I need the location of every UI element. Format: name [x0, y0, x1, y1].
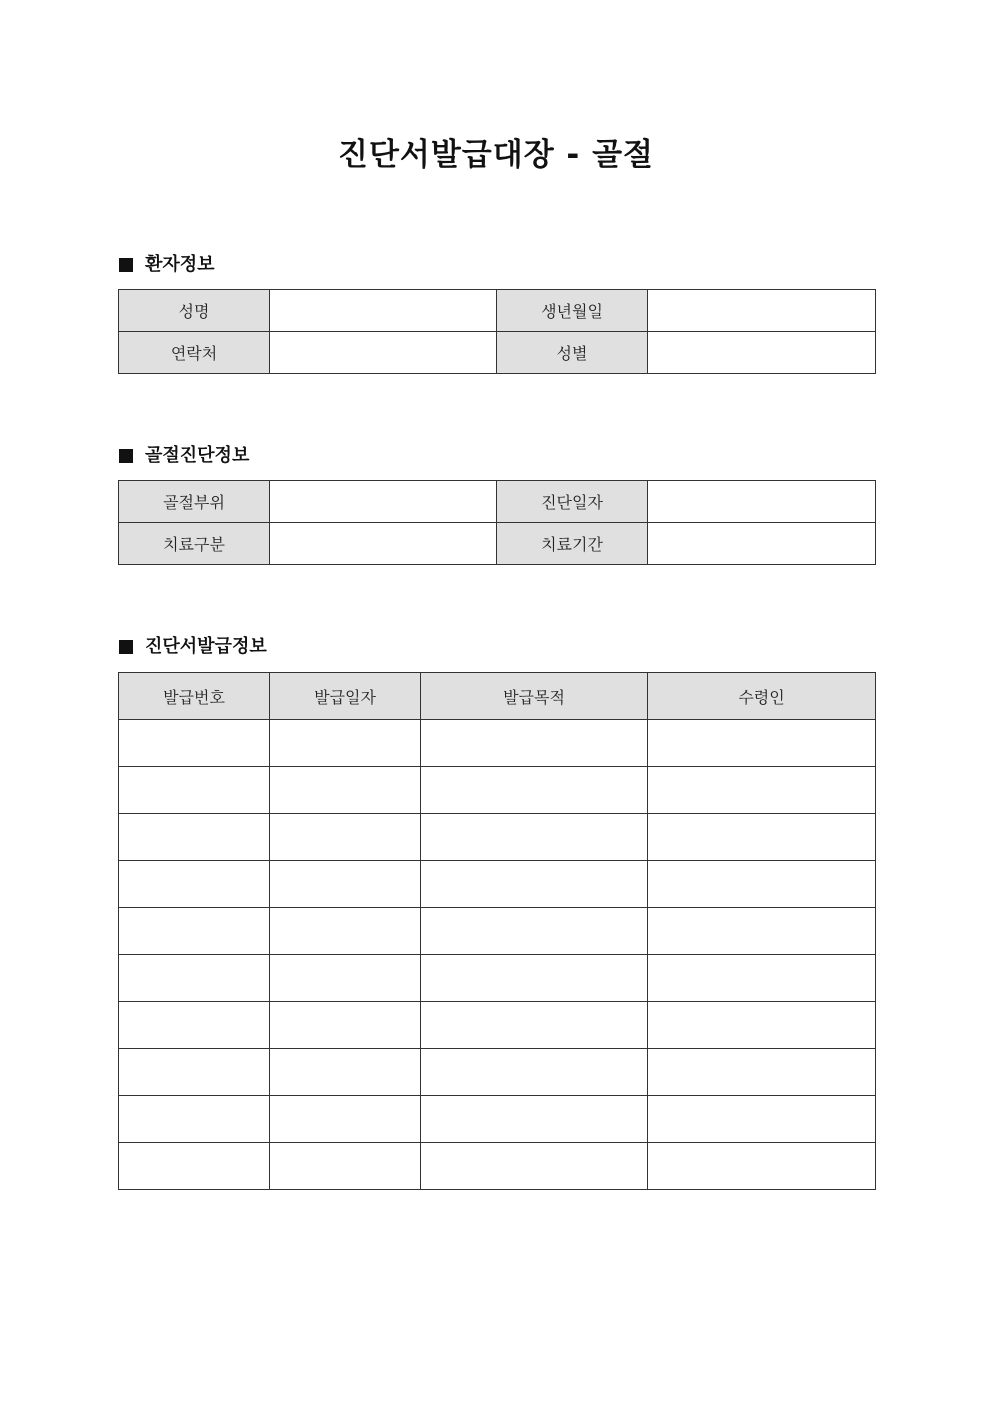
issue-date-cell[interactable] [270, 908, 421, 955]
issuance-section-title: 진단서발급정보 [145, 636, 267, 657]
issue-number-cell[interactable] [119, 767, 270, 814]
recipient-cell[interactable] [648, 908, 876, 955]
issue-purpose-cell[interactable] [421, 861, 648, 908]
recipient-cell[interactable] [648, 767, 876, 814]
contact-label: 연락처 [119, 332, 270, 374]
recipient-cell[interactable] [648, 1002, 876, 1049]
column-header-issue-date: 발급일자 [270, 673, 421, 720]
issue-date-cell[interactable] [270, 720, 421, 767]
contact-field[interactable] [270, 332, 497, 374]
issuance-header-row [119, 673, 876, 720]
square-bullet-icon [119, 449, 133, 463]
issue-number-cell[interactable] [119, 908, 270, 955]
column-header-issue-purpose: 발급목적 [421, 673, 648, 720]
recipient-cell[interactable] [648, 720, 876, 767]
table-row [119, 1049, 876, 1096]
recipient-cell[interactable] [648, 814, 876, 861]
issuance-table [118, 672, 876, 1190]
issue-date-cell[interactable] [270, 1096, 421, 1143]
issue-date-cell[interactable] [270, 861, 421, 908]
diagnosis-date-label: 진단일자 [497, 481, 648, 523]
birth-date-field[interactable] [648, 290, 876, 332]
treatment-type-label: 치료구분 [119, 523, 270, 565]
table-row [119, 720, 876, 767]
square-bullet-icon [119, 258, 133, 272]
recipient-cell[interactable] [648, 1049, 876, 1096]
name-field[interactable] [270, 290, 497, 332]
issue-purpose-cell[interactable] [421, 720, 648, 767]
birth-date-label: 생년월일 [497, 290, 648, 332]
issue-number-cell[interactable] [119, 814, 270, 861]
issuance-section-heading [119, 635, 267, 659]
issue-purpose-cell[interactable] [421, 1049, 648, 1096]
diagnosis-section-title: 골절진단정보 [145, 445, 250, 466]
table-row [119, 908, 876, 955]
treatment-period-field[interactable] [648, 523, 876, 565]
table-row [119, 1143, 876, 1190]
fracture-site-field[interactable] [270, 481, 497, 523]
gender-label: 성별 [497, 332, 648, 374]
table-row [119, 814, 876, 861]
table-row [119, 861, 876, 908]
column-header-issue-number: 발급번호 [119, 673, 270, 720]
recipient-cell[interactable] [648, 955, 876, 1002]
issue-number-cell[interactable] [119, 720, 270, 767]
issue-purpose-cell[interactable] [421, 1143, 648, 1190]
issue-purpose-cell[interactable] [421, 1096, 648, 1143]
recipient-cell[interactable] [648, 861, 876, 908]
table-row [119, 955, 876, 1002]
square-bullet-icon [119, 640, 133, 654]
patient-info-row [119, 332, 876, 374]
page-title: 진단서발급대장 - 골절 [338, 137, 654, 173]
issue-number-cell[interactable] [119, 861, 270, 908]
treatment-type-field[interactable] [270, 523, 497, 565]
patient-section-title: 환자정보 [145, 254, 215, 275]
issue-date-cell[interactable] [270, 814, 421, 861]
issue-purpose-cell[interactable] [421, 767, 648, 814]
issue-date-cell[interactable] [270, 767, 421, 814]
diagnosis-section-heading [119, 444, 249, 468]
table-row [119, 1096, 876, 1143]
column-header-recipient: 수령인 [648, 673, 876, 720]
issue-purpose-cell[interactable] [421, 1002, 648, 1049]
patient-info-table [118, 289, 876, 374]
issue-number-cell[interactable] [119, 1049, 270, 1096]
table-row [119, 1002, 876, 1049]
recipient-cell[interactable] [648, 1096, 876, 1143]
issue-date-cell[interactable] [270, 1143, 421, 1190]
gender-field[interactable] [648, 332, 876, 374]
issue-number-cell[interactable] [119, 1143, 270, 1190]
issue-number-cell[interactable] [119, 1002, 270, 1049]
issue-purpose-cell[interactable] [421, 955, 648, 1002]
issue-purpose-cell[interactable] [421, 908, 648, 955]
diagnosis-date-field[interactable] [648, 481, 876, 523]
recipient-cell[interactable] [648, 1143, 876, 1190]
name-label: 성명 [119, 290, 270, 332]
diagnosis-info-row [119, 481, 876, 523]
issue-number-cell[interactable] [119, 955, 270, 1002]
issue-date-cell[interactable] [270, 1049, 421, 1096]
treatment-period-label: 치료기간 [497, 523, 648, 565]
diagnosis-info-table [118, 480, 876, 565]
patient-section-heading [119, 253, 215, 277]
diagnosis-info-row [119, 523, 876, 565]
issue-date-cell[interactable] [270, 955, 421, 1002]
issue-date-cell[interactable] [270, 1002, 421, 1049]
issue-number-cell[interactable] [119, 1096, 270, 1143]
issue-purpose-cell[interactable] [421, 814, 648, 861]
patient-info-row [119, 290, 876, 332]
fracture-site-label: 골절부위 [119, 481, 270, 523]
table-row [119, 767, 876, 814]
